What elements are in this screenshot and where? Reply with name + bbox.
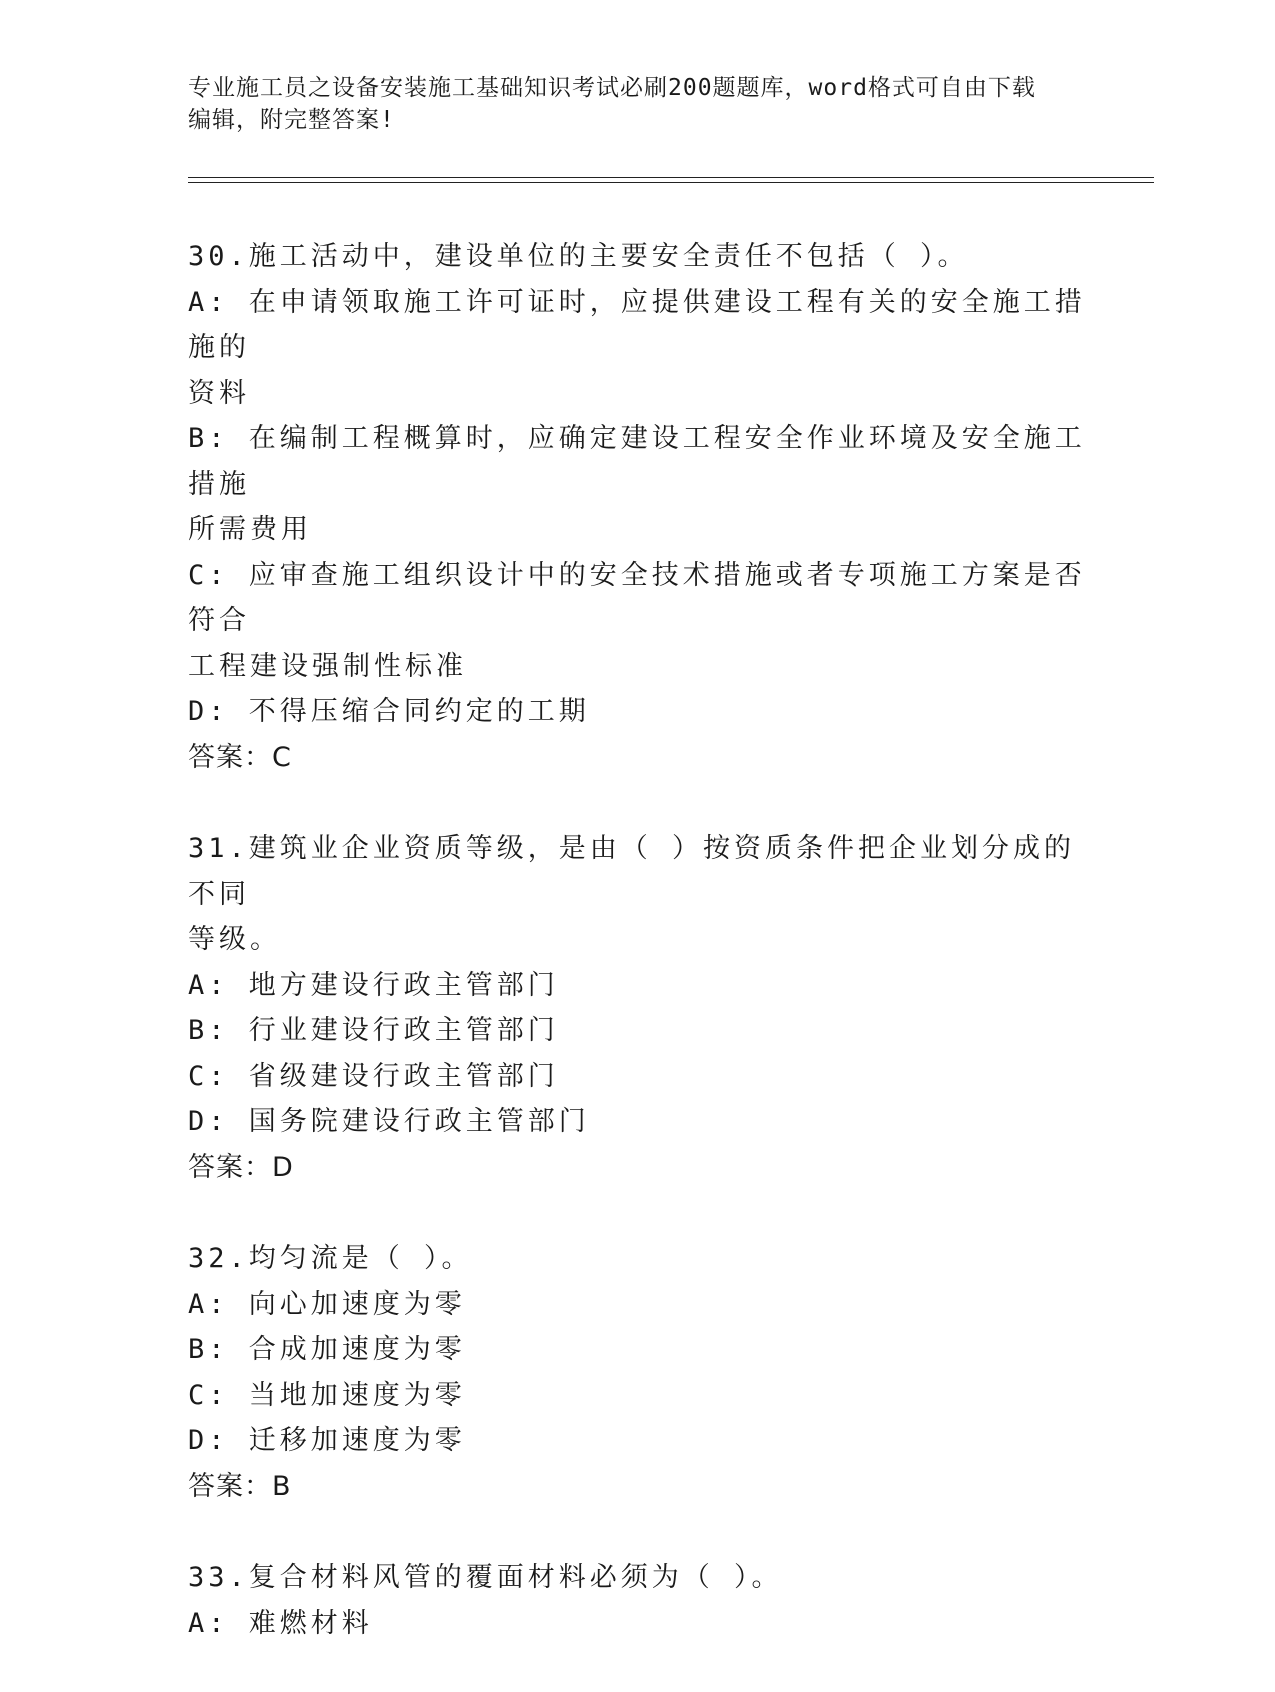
option-d: D: 迁移加速度为零 — [188, 1425, 466, 1456]
question-stem-continued: 等级。 — [188, 924, 281, 955]
header-divider-bottom — [188, 182, 1154, 183]
option-a: A: 向心加速度为零 — [188, 1288, 466, 1320]
option-a-continued: 资料 — [188, 377, 250, 409]
question-stem: 30.施工活动中，建设单位的主要安全责任不包括（ ）。 — [188, 241, 969, 272]
option-c: C: 应审查施工组织设计中的安全技术措施或者专项施工方案是否符合 — [188, 559, 1086, 636]
option-d: D: 国务院建设行政主管部门 — [188, 1106, 590, 1137]
option-a: A: 地方建设行政主管部门 — [188, 969, 559, 1001]
question-stem: 31.建筑业企业资质等级，是由（ ）按资质条件把企业划分成的不同 — [188, 833, 1076, 910]
option-b: B: 在编制工程概算时，应确定建设工程安全作业环境及安全施工措施 — [188, 423, 1086, 500]
answer-line: 答案：B — [188, 1470, 292, 1502]
option-b: B: 行业建设行政主管部门 — [188, 1015, 559, 1046]
question-33 — [188, 1555, 1088, 1646]
option-c: C: 当地加速度为零 — [188, 1379, 466, 1411]
option-c-continued: 工程建设强制性标准 — [188, 650, 467, 682]
option-a: A: 难燃材料 — [188, 1607, 373, 1639]
answer-line: 答案：C — [188, 741, 292, 773]
document-header — [188, 72, 1088, 136]
question-stem: 32.均匀流是（ ）。 — [188, 1243, 473, 1274]
header-line-2: 编辑，附完整答案! — [188, 107, 395, 133]
question-31 — [188, 826, 1088, 1190]
option-a: A: 在申请领取施工许可证时，应提供建设工程有关的安全施工措施的 — [188, 286, 1086, 363]
header-line-1: 专业施工员之设备安装施工基础知识考试必刷200题题库，word格式可自由下载 — [188, 75, 1036, 101]
answer-line: 答案：D — [188, 1151, 294, 1183]
option-c: C: 省级建设行政主管部门 — [188, 1060, 559, 1092]
question-list — [188, 234, 1088, 1692]
option-b: B: 合成加速度为零 — [188, 1334, 466, 1365]
option-b-continued: 所需费用 — [188, 514, 312, 545]
option-d: D: 不得压缩合同约定的工期 — [188, 696, 590, 727]
question-32 — [188, 1236, 1088, 1509]
header-divider-top — [188, 177, 1154, 178]
question-30 — [188, 234, 1088, 780]
question-stem: 33.复合材料风管的覆面材料必须为（ ）。 — [188, 1562, 783, 1593]
